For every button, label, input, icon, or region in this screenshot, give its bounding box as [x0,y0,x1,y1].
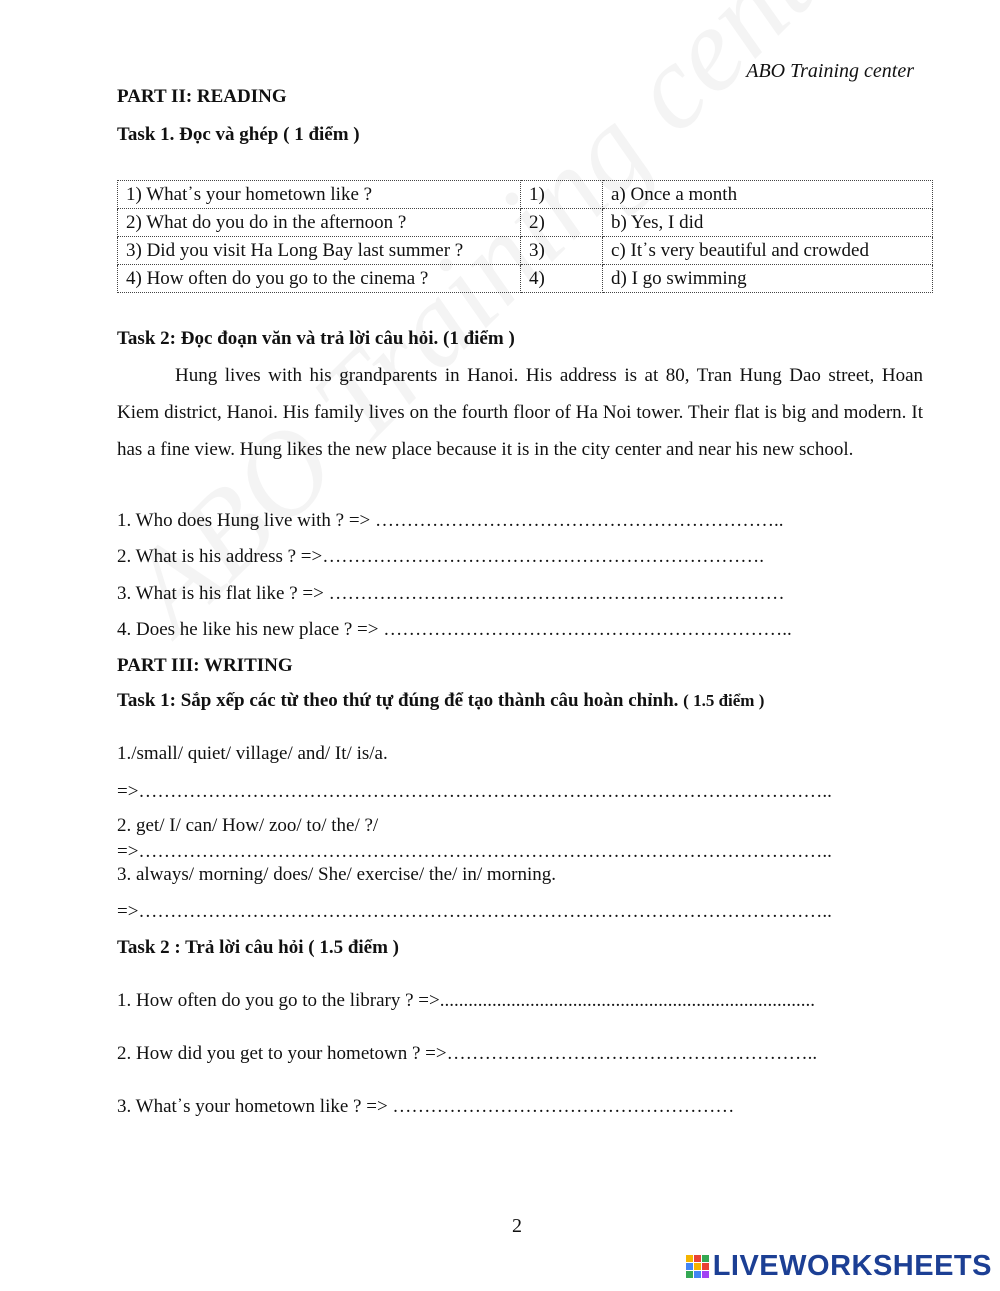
match-question: 2) What do you do in the afternoon ? [118,209,521,237]
writing-question-2[interactable]: 2. How did you get to your hometown ? =>………………………………………………….. [117,1043,818,1064]
reading-question-3[interactable]: 3. What is his flat like ? => ……………………………………………………………… [117,583,785,604]
reading-passage: Hung lives with his grandparents in Hanoi. His address is at 80, Tran Hung Dao street, Hoan Kiem district, Hanoi. His family lives on the fourth floor of Ha Noi tower. Their flat is big and modern. It has a fine view. Hung likes the new place because it is in the city center and near his new school. [117,365,923,460]
writing-item-1-prompt: 1./small/ quiet/ village/ and/ It/ is/a. [117,743,388,764]
reading-task2-title: Task 2: Đọc đoạn văn và trả lời câu hỏi. (1 điểm ) [117,328,515,349]
match-question: 4) How often do you go to the cinema ? [118,265,521,293]
match-option: d) I go swimming [603,265,933,293]
writing-item-1-answer[interactable]: =>……………………………………………………………………………………………….. [117,781,832,802]
table-row [118,209,933,237]
writing-item-3-prompt: 3. always/ morning/ does/ She/ exercise/ the/ in/ morning. [117,864,557,885]
matching-table [117,180,933,293]
writing-task1-points: ( 1.5 điểm ) [683,691,765,710]
writing-task2-title: Task 2 : Trả lời câu hỏi ( 1.5 điểm ) [117,937,400,958]
writing-item-2-answer[interactable]: =>……………………………………………………………………………………………….. [117,841,832,862]
writing-item-2-prompt: 2. get/ I/ can/ How/ zoo/ to/ the/ ?/ [117,815,379,836]
match-option: a) Once a month [603,181,933,209]
match-answer-slot[interactable]: 1) [521,181,603,209]
match-question: 3) Did you visit Ha Long Bay last summer ? [118,237,521,265]
match-question: 1) What᾿s your hometown like ? [118,181,521,209]
liveworksheets-brand: LIVEWORKSHEETS [712,1250,992,1282]
reading-question-4[interactable]: 4. Does he like his new place ? => ……………………………………………………….. [117,619,792,640]
match-answer-slot[interactable]: 2) [521,209,603,237]
part-ii-title: PART II: READING [117,86,287,107]
writing-task1-title [117,690,764,712]
writing-item-3-answer[interactable]: =>……………………………………………………………………………………………….. [117,901,832,922]
reading-question-2[interactable]: 2. What is his address ? =>……………………………………………………………. [117,546,764,567]
table-row [118,237,933,265]
table-row [118,181,933,209]
match-option: b) Yes, I did [603,209,933,237]
page-number: 2 [512,1215,522,1237]
reading-task1-title: Task 1. Đọc và ghép ( 1 điểm ) [117,124,360,145]
table-row [118,265,933,293]
writing-task1-title-text: Task 1: Sắp xếp các từ theo thứ tự đúng để tạo thành câu hoàn chỉnh. [117,690,679,711]
writing-question-1[interactable]: 1. How often do you go to the library ? =>............................................................................... [117,990,815,1011]
reading-question-1[interactable]: 1. Who does Hung live with ? => ……………………………………………………….. [117,510,784,531]
match-answer-slot[interactable]: 3) [521,237,603,265]
match-answer-slot[interactable]: 4) [521,265,603,293]
writing-question-3[interactable]: 3. What᾿s your hometown like ? => ……………………………………………… [117,1096,735,1117]
liveworksheets-icon [686,1255,709,1278]
liveworksheets-logo [686,1250,992,1283]
match-option: c) It᾿s very beautiful and crowded [603,237,933,265]
part-iii-title: PART III: WRITING [117,655,293,676]
header-center-name: ABO Training center [746,60,914,82]
